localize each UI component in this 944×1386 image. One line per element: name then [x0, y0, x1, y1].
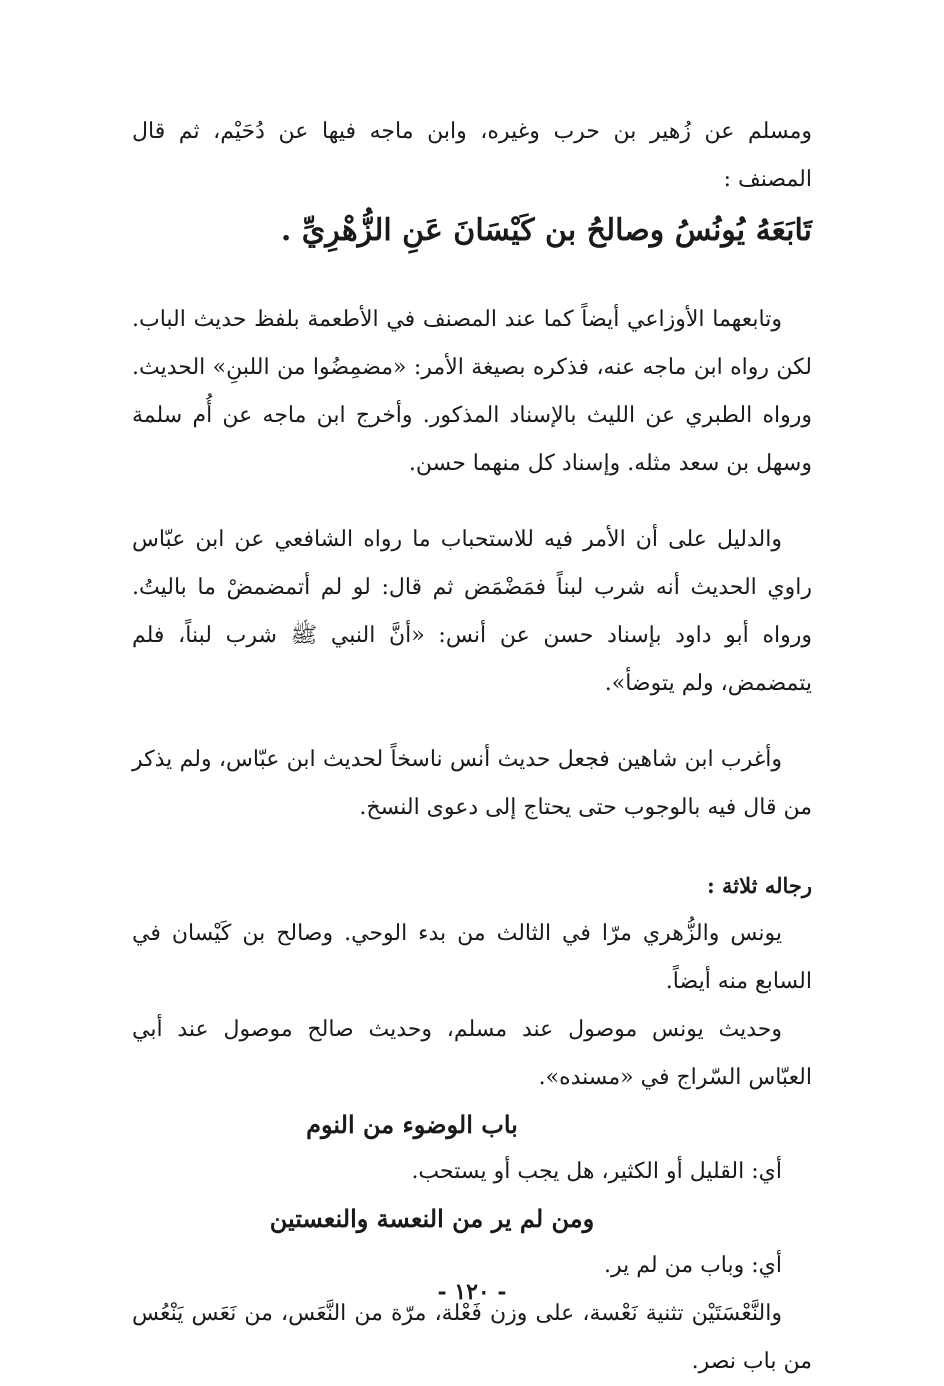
paragraph-5: يونس والزُّهري مرّا في الثالث من بدء الوحي. وصالح بن كَيْسان في السابع منه أيضاً. — [132, 921, 812, 994]
chapter-subheading: ومن لم ير من النعسة والنعستين — [269, 1204, 595, 1233]
paragraph-3: والدليل على أن الأمر فيه للاستحباب ما رواه الشافعي عن ابن عبّاس راوي الحديث أنه شرب لبناً فمَضْمَض ثم قال: لو لم أتمضمضْ ما باليتُ. ورواه أبو داود بإسناد حسن عن أنس: «أنَّ النبي ﷺ شرب لبناً، فلم يتمضمض، ولم يتوضأ». — [132, 527, 812, 696]
paragraph-4: وأغرب ابن شاهين فجعل حديث أنس ناسخاً لحديث ابن عبّاس، ولم يذكر من قال فيه بالوجوب حتى يحتاج إلى دعوى النسخ. — [132, 747, 812, 820]
paragraph-8: أي: وباب من لم ير. — [603, 1253, 782, 1278]
paragraph-7: أي: القليل أو الكثير، هل يجب أو يستحب. — [411, 1159, 782, 1184]
page-number: - ١٢٠ - — [437, 1279, 507, 1305]
chapter-heading: باب الوضوء من النوم — [306, 1110, 518, 1139]
page-content — [132, 108, 812, 1386]
paragraph-1: ومسلم عن زُهير بن حرب وغيره، وابن ماجه فيها عن دُحَيْم، ثم قال المصنف : — [132, 119, 812, 192]
paragraph-6: وحديث يونس موصول عند مسلم، وحديث صالح موصول عند أبي العبّاس السّراج في «مسنده». — [132, 1017, 812, 1090]
matn-quote: تَابَعَهُ يُونُسُ وصالحُ بن كَيْسَانَ عَنِ الزُّهْرِيِّ . — [280, 213, 812, 248]
paragraph-2: وتابعهما الأوزاعي أيضاً كما عند المصنف في الأطعمة بلفظ حديث الباب. لكن رواه ابن ماجه عنه، فذكره بصيغة الأمر: «مضمِضُوا من اللبنِ» الحديث. ورواه الطبري عن الليث بالإسناد المذكور. وأخرج ابن ماجه عن أُم سلمة وسهل بن سعد مثله. وإسناد كل منهما حسن. — [132, 307, 812, 476]
paragraph-9: والنَّعْسَتَيْن تثنية نَعْسة، على وزن فَعْلة، مرّة من النَّعَس، من نَعَس يَنْعُس من باب نصر. — [132, 1301, 812, 1374]
rijal-label: رجاله ثلاثة : — [706, 873, 812, 898]
